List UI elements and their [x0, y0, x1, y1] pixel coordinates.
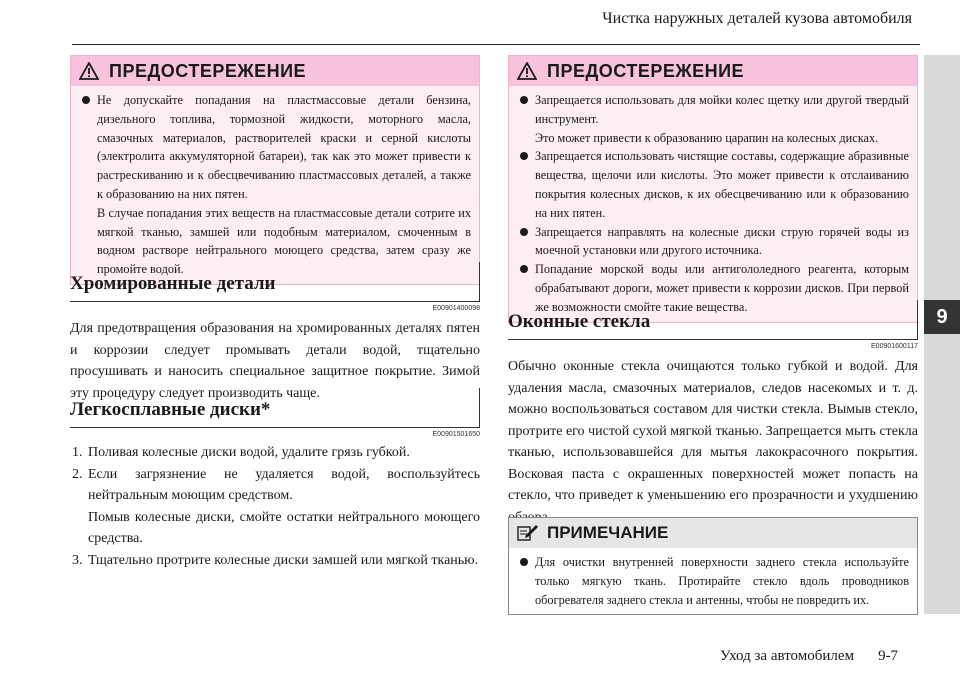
note-box [508, 517, 918, 615]
step-number: 1. [72, 445, 83, 460]
page-footer [720, 648, 898, 665]
warning-item-text: Запрещается использовать для мойки колес щетку или другой твердый инструмент. [535, 93, 909, 126]
warning-box-right [508, 55, 918, 323]
warning-item-text: Запрещается направлять на колесные диски струю горячей воды из моечной установки или другого источника. [535, 224, 909, 258]
warning-triangle-icon [517, 62, 537, 80]
section-title-alloy: Легкосплавные диски* [70, 388, 480, 428]
warning-title: ПРЕДОСТЕРЕЖЕНИЕ [547, 60, 745, 81]
step-body [88, 464, 480, 550]
note-item [517, 553, 909, 609]
doc-code: E00901501650 [432, 431, 480, 438]
warning-list [71, 86, 479, 284]
warning-box-left [70, 55, 480, 285]
step-text: Если загрязнение не удаляется водой, воспользуйтесь нейтральным моющим средством. [88, 466, 480, 503]
note-title: ПРИМЕЧАНИЕ [547, 523, 669, 542]
step-item [70, 442, 480, 464]
left-column [70, 55, 480, 285]
warning-item-text: В случае попадания этих веществ на пластмассовые детали сотрите их мягкой тканью, замшей или подобным материалом, смоченным в водном растворе нейтрального моющего средства, затем сразу же промойте водой. [97, 205, 471, 277]
chrome-paragraph: Для предотвращения образования на хромированных деталях пятен и коррозии следует промывать детали водой, тщательно просушивать и наносить специальное защитное покрытие. Зимой эту процедуру следует производить чаще. [70, 321, 480, 401]
warning-item-text: Запрещается использовать чистящие составы, содержащие абразивные вещества, щелочи или кислоты. Это может привести к отслаиванию покрытия колесных дисков, к их обесцвечиванию или к образованию на них пятен. [535, 149, 909, 220]
windows-section [508, 300, 918, 528]
section-title-windows: Оконные стекла [508, 300, 918, 340]
note-pencil-icon [517, 524, 539, 542]
warning-item-text: Попадание морской воды или антигололедного реагента, которым обрабатывают дороги, может привести к коррозии дисков. При первой же возможности смойте такие вещества. [535, 262, 909, 314]
step-item [70, 550, 480, 572]
warning-item [79, 91, 471, 279]
chrome-section [70, 262, 480, 404]
alloy-steps [70, 442, 480, 571]
header-rule [72, 44, 920, 45]
step-number: 3. [72, 552, 83, 568]
note-item-text: Для очистки внутренней поверхности заднего стекла используйте только мягкую ткань. Протирайте стекло вдоль проводников обогревателя заднего стекла и антенны, чтобы не повредить их. [535, 555, 909, 607]
note-header [509, 518, 917, 548]
warning-list [509, 86, 917, 322]
step-number: 2. [72, 466, 83, 482]
warning-header [509, 56, 917, 86]
doc-code: E00901600117 [871, 343, 918, 350]
step-text: Помыв колесные диски, смойте остатки нейтрального моющего средства. [88, 509, 480, 546]
warning-item [517, 223, 909, 261]
note-list [509, 548, 917, 614]
note-section [508, 517, 918, 615]
step-item [70, 464, 480, 550]
footer-section: Уход за автомобилем [720, 648, 855, 664]
step-text: Поливая колесные диски водой, удалите грязь губкой. [88, 445, 410, 460]
running-header-title: Чистка наружных деталей кузова автомобиля [602, 10, 912, 27]
step-body [88, 550, 480, 572]
step-body [88, 442, 480, 464]
chapter-side-bar [924, 55, 960, 614]
warning-triangle-icon [79, 62, 99, 80]
doc-code: E00901400098 [432, 305, 480, 312]
warning-header [71, 56, 479, 86]
right-column [508, 55, 918, 323]
alloy-section [70, 388, 480, 571]
warning-item [517, 91, 909, 147]
warning-item-text: Это может привести к образованию царапин на колесных дисках. [535, 130, 879, 145]
page-number: 9-7 [878, 648, 899, 664]
warning-item [517, 147, 909, 222]
warning-title: ПРЕДОСТЕРЕЖЕНИЕ [109, 60, 307, 81]
step-text: Тщательно протрите колесные диски замшей или мягкой тканью. [88, 552, 479, 568]
section-title-chrome: Хромированные детали [70, 262, 480, 302]
windows-paragraph: Обычно оконные стекла очищаются только губкой и водой. Для удаления масла, смазочных материалов, следов насекомых и т. д. можно воспользоваться составом для чистки стекла. Вымыв стекло, протрите его чистой сухой мягкой тканью. Запрещается мыть стекла тканью, использовавшейся для мытья лакокрасочного покрытия. Восковая паста с окрашенных поверхностей может попасть на стекло, что приведет к уменьшению его прозрачности и ухудшению [508, 359, 918, 503]
warning-item-text: Не допускайте попадания на пластмассовые детали бензина, дизельного топлива, тормозной жидкости, моторного масла, смазочных материалов, растворителей краски и серной кислоты (электролита аккумуляторной батареи), так как это может привести к растрескиванию и к обесцвечиванию пластмассовых деталей, а также к образованию на них пятен. [97, 93, 471, 201]
chapter-tab[interactable]: 9 [924, 300, 960, 334]
